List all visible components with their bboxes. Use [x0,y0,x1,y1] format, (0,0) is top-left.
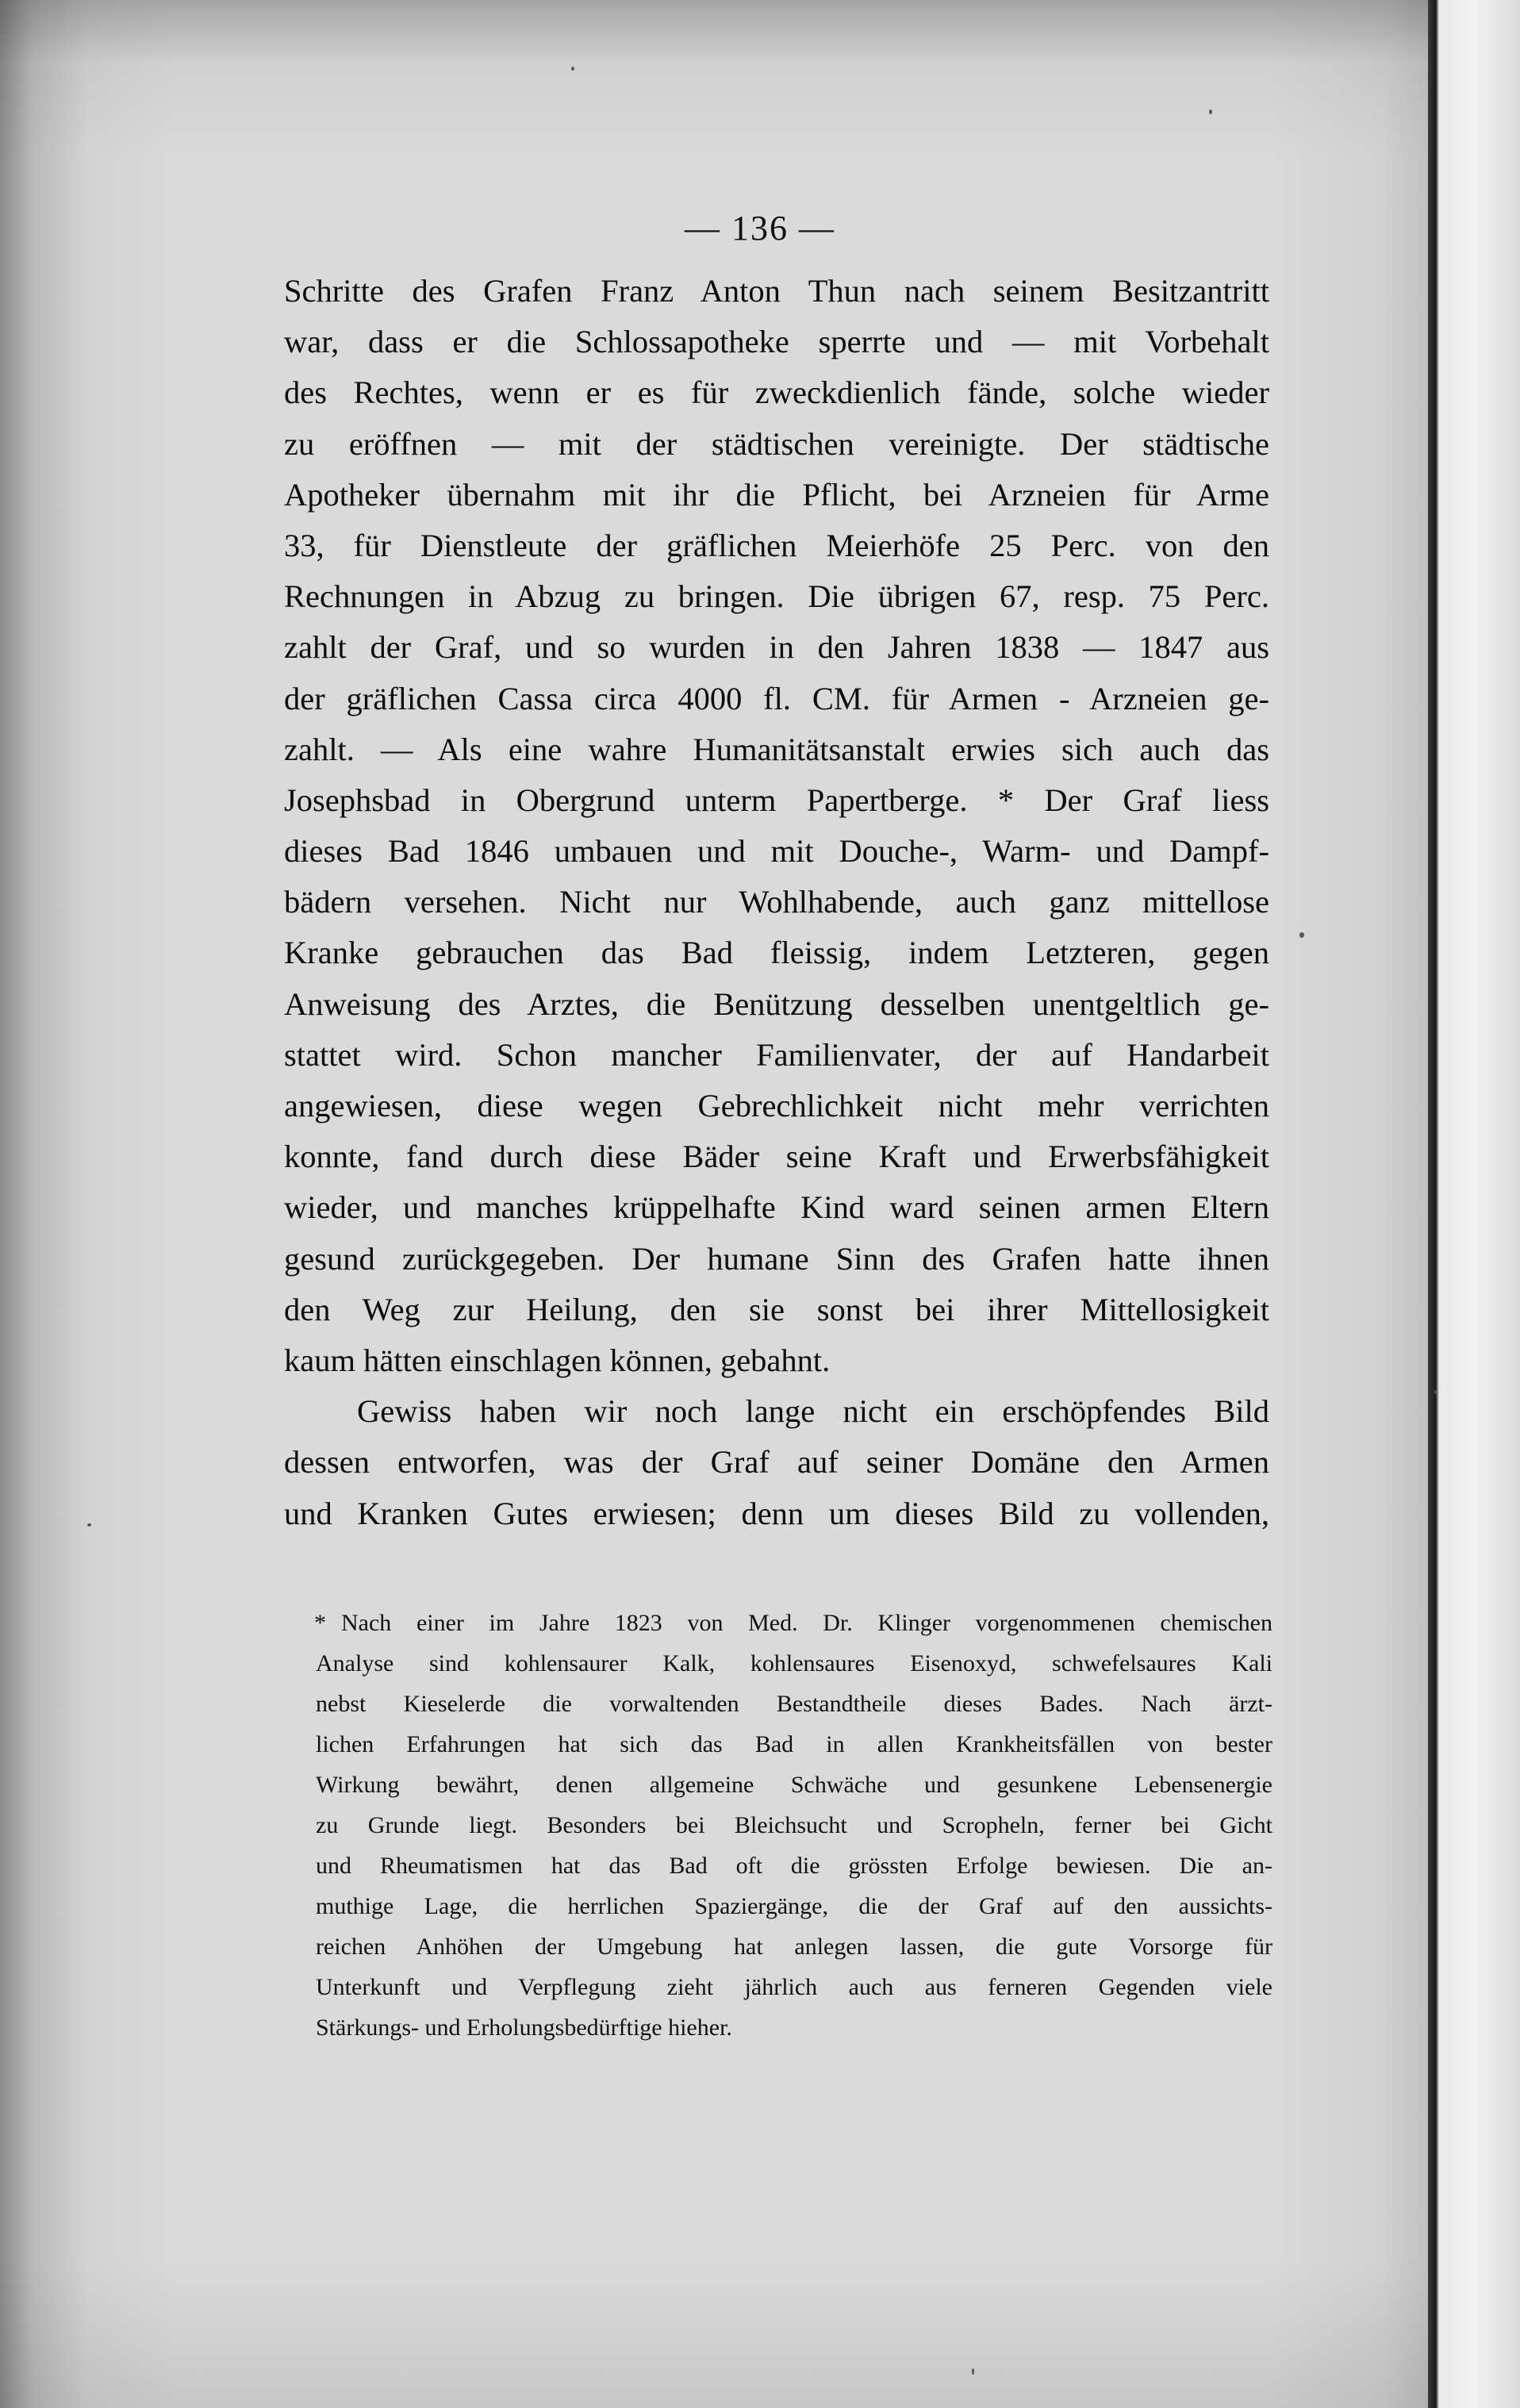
text-line: Gewiss haben wir noch lange nicht ein erschöpfendes Bild [357,1393,1269,1430]
text-line: Apotheker übernahm mit ihr die Pflicht, bei Arzneien für Arme [284,476,1269,513]
footnote-line: reichen Anhöhen der Umgebung hat anlegen lassen, die gute Vorsorge für [316,1934,1272,1960]
footnote-line-text: Nach einer im Jahre 1823 von Med. Dr. Klinger vorgenommenen chemischen [341,1610,1272,1636]
text-line: war, dass er die Schlossapotheke sperrte und — mit Vorbehalt [284,324,1269,360]
footnote-line: und Rheumatismen hat das Bad oft die grössten Erfolge bewiesen. Die an- [316,1853,1272,1879]
text-line: wieder, und manches krüppelhafte Kind ward seinen armen Eltern [284,1189,1269,1226]
text-line: zahlt der Graf, und so wurden in den Jahren 1838 — 1847 aus [284,629,1269,666]
footnote-line: nebst Kieselerde die vorwaltenden Bestandtheile dieses Bades. Nach ärzt- [316,1691,1272,1717]
text-line: Schritte des Grafen Franz Anton Thun nach seinem Besitzantritt [284,273,1269,309]
scan-speck [1299,932,1304,938]
page-number: — 136 — [685,209,835,248]
scan-speck [571,67,574,71]
text-line: zahlt. — Als eine wahre Humanitätsanstalt erwies sich auch das [284,731,1269,767]
footnote-line: Wirkung bewährt, denen allgemeine Schwäche und gesunkene Lebensenergie [316,1772,1272,1798]
text-line: angewiesen, diese wegen Gebrechlichkeit nicht mehr verrichten [284,1088,1269,1123]
text-line: bädern versehen. Nicht nur Wohlhabende, auch ganz mittellose [284,884,1269,920]
text-line: den Weg zur Heilung, den sie sonst bei ihrer Mittellosigkeit [284,1291,1269,1327]
text-line: Josephsbad in Obergrund unterm Papertberge. * Der Graf liess [284,782,1269,818]
footnote-line [316,1603,1272,1643]
text-line: Anweisung des Arztes, die Benützung desselben unentgeltlich ge- [284,985,1269,1022]
body-text [284,266,1269,1539]
text-line: konnte, fand durch diese Bäder seine Kraft und Erwerbsfähigkeit [284,1139,1269,1175]
page-edge-binding [1428,0,1520,2408]
footnote-line: Unterkunft und Verpflegung zieht jährlich auch aus ferneren Gegenden viele [316,1974,1272,2000]
footnote-line: zu Grunde liegt. Besonders bei Bleichsucht und Scropheln, ferner bei Gicht [316,1812,1272,1838]
scan-speck [1209,109,1212,114]
text-line: Rechnungen in Abzug zu bringen. Die übrigen 67, resp. 75 Perc. [284,578,1269,615]
scan-speck [87,1523,91,1527]
text-line: dieses Bad 1846 umbauen und mit Douche-, Warm- und Dampf- [284,833,1269,870]
text-line: stattet wird. Schon mancher Familienvater, der auf Handarbeit [284,1036,1269,1073]
text-line: des Rechtes, wenn er es für zweckdienlich fände, solche wieder [284,374,1269,411]
footnote-line: lichen Erfahrungen hat sich das Bad in allen Krankheitsfällen von bester [316,1731,1272,1757]
scan-speck [1434,1390,1437,1394]
text-line: und Kranken Gutes erwiesen; denn um dieses Bild zu vollenden, [284,1495,1269,1531]
text-line: 33, für Dienstleute der gräflichen Meierhöfe 25 Perc. von den [284,527,1269,563]
footnote [316,1603,1272,2048]
footnote-marker: * [314,1610,326,1636]
text-line: kaum hätten einschlagen können, gebahnt. [284,1342,831,1378]
scan-speck [972,2368,974,2375]
text-line: Kranke gebrauchen das Bad fleissig, indem Letzteren, gegen [284,935,1269,971]
text-line: dessen entworfen, was der Graf auf seiner Domäne den Armen [284,1444,1269,1481]
text-line: gesund zurückgegeben. Der humane Sinn des Grafen hatte ihnen [284,1240,1269,1277]
footnote-line: Analyse sind kohlensaurer Kalk, kohlensaures Eisenoxyd, schwefelsaures Kali [316,1650,1272,1676]
footnote-line: Stärkungs- und Erholungsbedürftige hieher. [316,2014,732,2041]
text-line: zu eröffnen — mit der städtischen vereinigte. Der städtische [284,425,1269,462]
footnote-line: muthige Lage, die herrlichen Spaziergänge, die der Graf auf den aussichts- [316,1893,1272,1919]
text-line: der gräflichen Cassa circa 4000 fl. CM. für Armen - Arzneien ge- [284,680,1269,716]
